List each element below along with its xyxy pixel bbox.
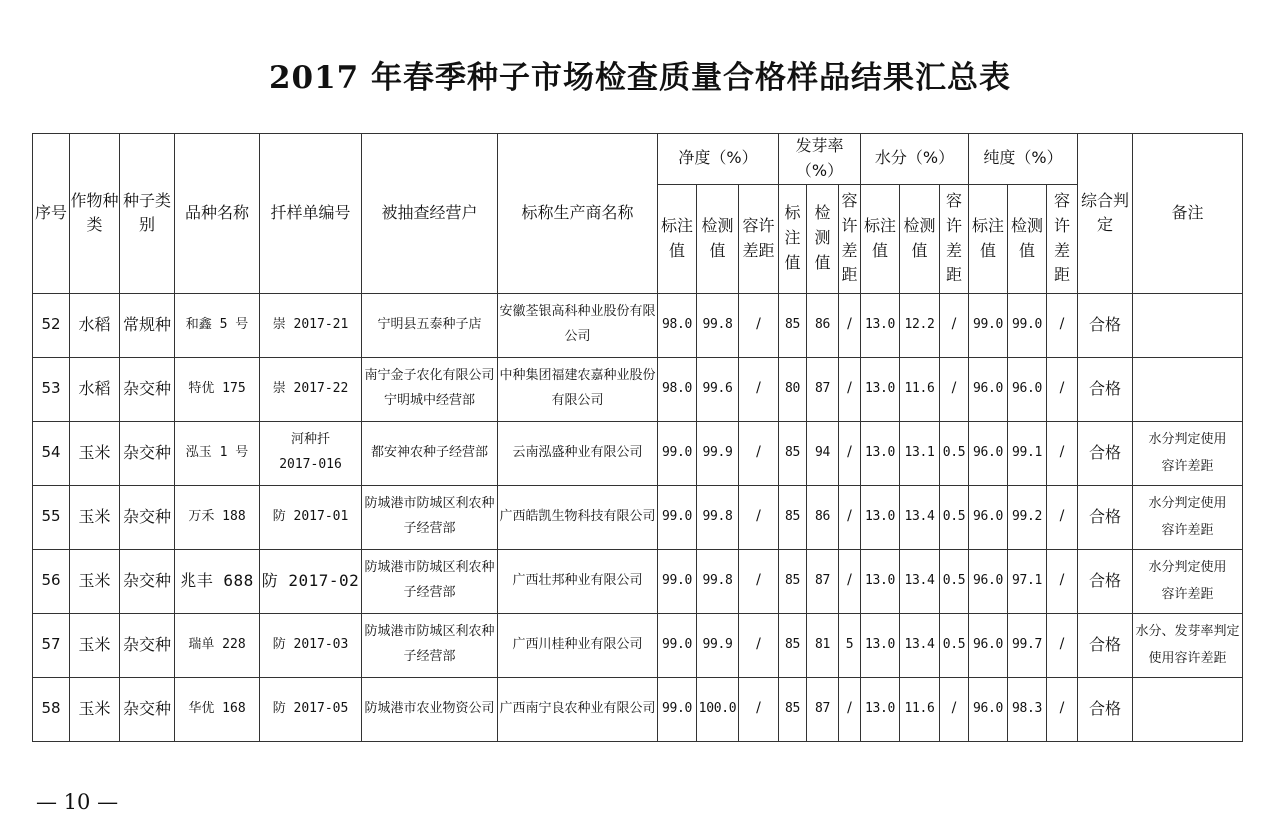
cell-producer: 云南泓盛种业有限公司	[498, 421, 658, 485]
header-pure-measured: 检测值	[1008, 184, 1047, 293]
header-germ-tolerance: 容许差距	[839, 184, 861, 293]
cell-variety: 和鑫 5 号	[175, 293, 260, 357]
cell-dealer: 都安神农种子经营部	[362, 421, 498, 485]
cell-variety: 瑞单 228	[175, 613, 260, 677]
results-table	[32, 133, 1243, 742]
cell-pure-test: 99.2	[1008, 485, 1047, 549]
table-row	[33, 485, 1243, 549]
cell-sample-no: 防 2017-01	[260, 485, 362, 549]
cell-crop: 玉米	[70, 421, 120, 485]
cell-variety: 万禾 188	[175, 485, 260, 549]
cell-variety: 泓玉 1 号	[175, 421, 260, 485]
cell-germ-label: 85	[779, 421, 807, 485]
cell-pure-test: 96.0	[1008, 357, 1047, 421]
cell-germ-test: 81	[807, 613, 839, 677]
cell-moist-test: 13.4	[900, 613, 940, 677]
cell-moist-label: 13.0	[861, 677, 900, 741]
cell-moist-label: 13.0	[861, 421, 900, 485]
table-row	[33, 677, 1243, 741]
cell-moist-tol: /	[940, 293, 969, 357]
cell-moist-test: 12.2	[900, 293, 940, 357]
header-moist-measured: 检测值	[900, 184, 940, 293]
cell-moist-test: 11.6	[900, 677, 940, 741]
cell-germ-tol: 5	[839, 613, 861, 677]
cell-germ-test: 86	[807, 293, 839, 357]
cell-overall: 合格	[1078, 293, 1133, 357]
cell-pure-tol: /	[1047, 485, 1078, 549]
header-remarks: 备注	[1133, 134, 1243, 294]
cell-moist-tol: 0.5	[940, 421, 969, 485]
header-overall: 综合判定	[1078, 134, 1133, 294]
header-seed-type: 种子类别	[120, 134, 175, 294]
cell-clean-test: 99.8	[697, 485, 739, 549]
cell-crop: 玉米	[70, 485, 120, 549]
cell-clean-test: 99.8	[697, 293, 739, 357]
cell-pure-label: 96.0	[969, 485, 1008, 549]
cell-clean-test: 100.0	[697, 677, 739, 741]
header-moisture: 水分（%）	[861, 134, 969, 185]
cell-pure-test: 99.1	[1008, 421, 1047, 485]
cell-pure-tol: /	[1047, 357, 1078, 421]
cell-crop: 水稻	[70, 293, 120, 357]
header-pure-tolerance: 容许差距	[1047, 184, 1078, 293]
cell-overall: 合格	[1078, 549, 1133, 613]
header-pure-labeled: 标注值	[969, 184, 1008, 293]
cell-germ-tol: /	[839, 293, 861, 357]
cell-clean-test: 99.9	[697, 613, 739, 677]
cell-pure-label: 96.0	[969, 677, 1008, 741]
header-germ-labeled: 标注值	[779, 184, 807, 293]
cell-sample-no: 河种扦 2017-016	[260, 421, 362, 485]
cell-clean-tol: /	[739, 357, 779, 421]
cell-clean-label: 99.0	[658, 485, 697, 549]
cell-remarks	[1133, 293, 1243, 357]
cell-overall: 合格	[1078, 613, 1133, 677]
cell-germ-label: 85	[779, 485, 807, 549]
cell-germ-test: 87	[807, 677, 839, 741]
cell-germ-tol: /	[839, 421, 861, 485]
header-producer: 标称生产商名称	[498, 134, 658, 294]
table-row	[33, 293, 1243, 357]
cell-pure-test: 98.3	[1008, 677, 1047, 741]
cell-index: 54	[33, 421, 70, 485]
cell-clean-label: 98.0	[658, 293, 697, 357]
header-germ-measured: 检测值	[807, 184, 839, 293]
cell-clean-tol: /	[739, 613, 779, 677]
cell-moist-test: 13.4	[900, 549, 940, 613]
cell-clean-label: 98.0	[658, 357, 697, 421]
cell-germ-test: 87	[807, 549, 839, 613]
cell-producer: 广西皓凯生物科技有限公司	[498, 485, 658, 549]
cell-pure-test: 99.7	[1008, 613, 1047, 677]
cell-index: 53	[33, 357, 70, 421]
cell-dealer: 防城港市防城区利农种子经营部	[362, 613, 498, 677]
cell-producer: 中种集团福建农嘉种业股份有限公司	[498, 357, 658, 421]
header-dealer: 被抽查经营户	[362, 134, 498, 294]
cell-germ-label: 85	[779, 293, 807, 357]
cell-overall: 合格	[1078, 485, 1133, 549]
cell-moist-label: 13.0	[861, 613, 900, 677]
cell-index: 58	[33, 677, 70, 741]
cell-remarks	[1133, 357, 1243, 421]
cell-clean-tol: /	[739, 421, 779, 485]
cell-moist-tol: /	[940, 357, 969, 421]
header-sample-no: 扦样单编号	[260, 134, 362, 294]
cell-pure-tol: /	[1047, 613, 1078, 677]
cell-clean-test: 99.9	[697, 421, 739, 485]
cell-moist-tol: 0.5	[940, 485, 969, 549]
cell-remarks	[1133, 677, 1243, 741]
cell-seed-type: 杂交种	[120, 421, 175, 485]
cell-germ-test: 94	[807, 421, 839, 485]
cell-producer: 广西壮邦种业有限公司	[498, 549, 658, 613]
cell-pure-label: 96.0	[969, 357, 1008, 421]
cell-sample-no: 防 2017-03	[260, 613, 362, 677]
cell-moist-label: 13.0	[861, 549, 900, 613]
cell-clean-tol: /	[739, 485, 779, 549]
cell-clean-tol: /	[739, 677, 779, 741]
cell-dealer: 防城港市防城区利农种子经营部	[362, 549, 498, 613]
cell-pure-tol: /	[1047, 421, 1078, 485]
cell-overall: 合格	[1078, 357, 1133, 421]
cell-crop: 玉米	[70, 677, 120, 741]
cell-crop: 玉米	[70, 549, 120, 613]
cell-pure-tol: /	[1047, 293, 1078, 357]
table-row	[33, 357, 1243, 421]
cell-index: 56	[33, 549, 70, 613]
table-row	[33, 421, 1243, 485]
header-purity-variety: 纯度（%）	[969, 134, 1078, 185]
cell-germ-test: 86	[807, 485, 839, 549]
header-variety: 品种名称	[175, 134, 260, 294]
header-crop: 作物种类	[70, 134, 120, 294]
cell-overall: 合格	[1078, 677, 1133, 741]
table-row	[33, 549, 1243, 613]
cell-producer: 广西南宁良农种业有限公司	[498, 677, 658, 741]
cell-crop: 水稻	[70, 357, 120, 421]
cell-pure-label: 96.0	[969, 549, 1008, 613]
cell-moist-tol: 0.5	[940, 613, 969, 677]
cell-overall: 合格	[1078, 421, 1133, 485]
table-row	[33, 613, 1243, 677]
cell-pure-label: 96.0	[969, 421, 1008, 485]
cell-dealer: 防城港市防城区利农种子经营部	[362, 485, 498, 549]
cell-pure-label: 96.0	[969, 613, 1008, 677]
cell-clean-label: 99.0	[658, 613, 697, 677]
cell-dealer: 防城港市农业物资公司	[362, 677, 498, 741]
cell-seed-type: 常规种	[120, 293, 175, 357]
cell-sample-no: 崇 2017-22	[260, 357, 362, 421]
header-clean-tolerance: 容许差距	[739, 184, 779, 293]
cell-crop: 玉米	[70, 613, 120, 677]
cell-producer: 安徽荃银高科种业股份有限公司	[498, 293, 658, 357]
cell-seed-type: 杂交种	[120, 357, 175, 421]
cell-moist-test: 11.6	[900, 357, 940, 421]
cell-germ-label: 85	[779, 613, 807, 677]
cell-pure-tol: /	[1047, 677, 1078, 741]
cell-moist-label: 13.0	[861, 293, 900, 357]
cell-variety: 兆丰 688	[175, 549, 260, 613]
cell-pure-tol: /	[1047, 549, 1078, 613]
cell-moist-test: 13.1	[900, 421, 940, 485]
cell-clean-label: 99.0	[658, 677, 697, 741]
cell-germ-label: 85	[779, 549, 807, 613]
header-index: 序号	[33, 134, 70, 294]
cell-pure-test: 97.1	[1008, 549, 1047, 613]
cell-clean-label: 99.0	[658, 421, 697, 485]
cell-moist-label: 13.0	[861, 357, 900, 421]
cell-seed-type: 杂交种	[120, 613, 175, 677]
cell-index: 52	[33, 293, 70, 357]
cell-moist-tol: 0.5	[940, 549, 969, 613]
cell-producer: 广西川桂种业有限公司	[498, 613, 658, 677]
cell-germ-tol: /	[839, 485, 861, 549]
cell-moist-label: 13.0	[861, 485, 900, 549]
cell-pure-label: 99.0	[969, 293, 1008, 357]
cell-clean-test: 99.6	[697, 357, 739, 421]
header-moist-tolerance: 容许差距	[940, 184, 969, 293]
cell-variety: 华优 168	[175, 677, 260, 741]
header-germination: 发芽率（%）	[779, 134, 861, 185]
header-clean-measured: 检测值	[697, 184, 739, 293]
cell-germ-tol: /	[839, 549, 861, 613]
cell-germ-tol: /	[839, 357, 861, 421]
cell-sample-no: 崇 2017-21	[260, 293, 362, 357]
cell-clean-test: 99.8	[697, 549, 739, 613]
header-clean-labeled: 标注值	[658, 184, 697, 293]
page-number: — 10 —	[36, 790, 119, 814]
cell-moist-tol: /	[940, 677, 969, 741]
cell-variety: 特优 175	[175, 357, 260, 421]
cell-germ-test: 87	[807, 357, 839, 421]
cell-index: 57	[33, 613, 70, 677]
cell-moist-test: 13.4	[900, 485, 940, 549]
cell-seed-type: 杂交种	[120, 677, 175, 741]
cell-clean-tol: /	[739, 293, 779, 357]
cell-seed-type: 杂交种	[120, 485, 175, 549]
cell-dealer: 南宁金子农化有限公司宁明城中经营部	[362, 357, 498, 421]
cell-sample-no: 防 2017-02	[260, 549, 362, 613]
cell-pure-test: 99.0	[1008, 293, 1047, 357]
cell-remarks: 水分、发芽率判定使用容许差距	[1133, 613, 1243, 677]
cell-remarks: 水分判定使用容许差距	[1133, 485, 1243, 549]
cell-remarks: 水分判定使用容许差距	[1133, 421, 1243, 485]
cell-index: 55	[33, 485, 70, 549]
document-title: 2017 年春季种子市场检查质量合格样品结果汇总表	[268, 60, 1012, 96]
cell-sample-no: 防 2017-05	[260, 677, 362, 741]
cell-seed-type: 杂交种	[120, 549, 175, 613]
cell-germ-label: 80	[779, 357, 807, 421]
cell-clean-tol: /	[739, 549, 779, 613]
cell-dealer: 宁明县五泰种子店	[362, 293, 498, 357]
cell-germ-label: 85	[779, 677, 807, 741]
cell-germ-tol: /	[839, 677, 861, 741]
header-moist-labeled: 标注值	[861, 184, 900, 293]
cell-clean-label: 99.0	[658, 549, 697, 613]
cell-remarks: 水分判定使用容许差距	[1133, 549, 1243, 613]
header-purity-clean: 净度（%）	[658, 134, 779, 185]
